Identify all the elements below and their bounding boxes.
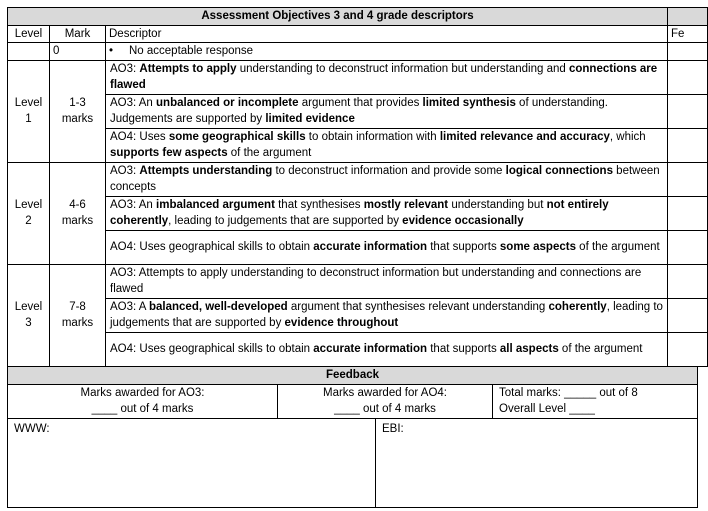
descriptor-text: AO3: bbox=[110, 164, 140, 177]
descriptor-emphasis: evidence throughout bbox=[284, 317, 399, 329]
level-number: 3 bbox=[25, 317, 32, 329]
level-label bbox=[8, 264, 50, 366]
level-1-row bbox=[8, 128, 708, 162]
level-number: 1 bbox=[25, 113, 32, 125]
descriptor-text: argument that provides bbox=[298, 96, 423, 109]
descriptor-text: AO4: Uses bbox=[110, 130, 169, 143]
ao3-value: ____ out of 4 marks bbox=[91, 403, 194, 415]
overall-level: Overall Level ____ bbox=[499, 403, 595, 415]
descriptor-emphasis: imbalanced argument bbox=[156, 198, 275, 211]
descriptor-text: that supports bbox=[427, 342, 500, 355]
extra-cell bbox=[668, 196, 708, 230]
descriptor-text: argument that synthesises relevant understanding bbox=[287, 300, 549, 313]
descriptor-text: of the argument bbox=[575, 240, 660, 253]
descriptor-emphasis: all aspects bbox=[499, 342, 559, 355]
extra-cell bbox=[668, 332, 708, 366]
descriptor-text: to obtain information with bbox=[305, 130, 440, 143]
level-label bbox=[8, 162, 50, 264]
level-2-row bbox=[8, 196, 708, 230]
descriptor-emphasis: coherently bbox=[548, 300, 607, 313]
mark-range-value: 4-6 bbox=[69, 198, 86, 211]
descriptor-emphasis: supports few aspects bbox=[110, 147, 228, 159]
title-row bbox=[8, 8, 708, 26]
ebi-box[interactable]: EBI: bbox=[376, 418, 698, 507]
descriptor-cell bbox=[106, 196, 668, 230]
descriptor-text: AO3: An bbox=[110, 96, 157, 109]
descriptor-emphasis: mostly relevant bbox=[363, 198, 449, 211]
descriptor-text: of the argument bbox=[227, 147, 312, 159]
comments-row bbox=[8, 418, 698, 507]
extra-cell bbox=[668, 298, 708, 332]
header-extra: Fe bbox=[668, 25, 708, 43]
descriptor-emphasis: accurate information bbox=[313, 342, 428, 355]
descriptor-emphasis: Attempts understanding bbox=[139, 164, 273, 177]
descriptor-text: between concepts bbox=[110, 164, 660, 193]
zero-mark: 0 bbox=[50, 43, 106, 61]
level-number: 2 bbox=[25, 215, 32, 227]
descriptor-emphasis: logical connections bbox=[505, 164, 613, 177]
extra-cell bbox=[668, 230, 708, 264]
level-word: Level bbox=[14, 198, 43, 211]
descriptor-text: understanding to deconstruct information but understanding and bbox=[236, 62, 569, 75]
level-word: Level bbox=[14, 300, 43, 313]
ao4-marks-cell bbox=[278, 384, 493, 418]
feedback-title-row bbox=[8, 366, 698, 384]
mark-unit: marks bbox=[61, 317, 94, 329]
level-3-row bbox=[8, 298, 708, 332]
descriptor-emphasis: limited relevance and accuracy bbox=[439, 130, 610, 143]
descriptor-text: , which bbox=[609, 130, 646, 143]
descriptor-emphasis: some aspects bbox=[499, 240, 576, 253]
descriptor-emphasis: balanced, well-developed bbox=[149, 300, 288, 313]
descriptor-table bbox=[7, 7, 708, 367]
www-box[interactable]: WWW: bbox=[8, 418, 376, 507]
descriptor-text: AO3: Attempts to apply understanding to deconstruct information but understanding and connections are flawed bbox=[110, 266, 642, 295]
descriptor-emphasis: Attempts to apply bbox=[139, 62, 237, 75]
zero-text: No acceptable response bbox=[129, 45, 254, 57]
levels-body bbox=[8, 60, 708, 366]
extra-cell bbox=[668, 94, 708, 128]
comments-table bbox=[7, 418, 698, 508]
descriptor-cell bbox=[106, 298, 668, 332]
mark-range bbox=[50, 60, 106, 162]
descriptor-emphasis: accurate information bbox=[313, 240, 428, 253]
mark-range-value: 1-3 bbox=[69, 96, 86, 109]
header-descriptor: Descriptor bbox=[106, 25, 668, 43]
grade-descriptor-sheet bbox=[7, 7, 685, 508]
ao4-value: ____ out of 4 marks bbox=[334, 403, 436, 415]
total-label: Total marks: _____ out of 8 bbox=[499, 386, 638, 399]
mark-range-value: 7-8 bbox=[69, 300, 86, 313]
descriptor-emphasis: not entirely coherently bbox=[110, 198, 609, 227]
descriptor-cell bbox=[106, 60, 668, 94]
descriptor-emphasis: limited evidence bbox=[265, 113, 355, 125]
level-3-row bbox=[8, 264, 708, 298]
descriptor-text: AO3: A bbox=[110, 300, 149, 313]
descriptor-cell bbox=[106, 332, 668, 366]
feedback-table bbox=[7, 366, 698, 419]
header-row bbox=[8, 25, 708, 43]
ao3-marks-cell bbox=[8, 384, 278, 418]
level-1-row bbox=[8, 60, 708, 94]
extra-cell bbox=[668, 162, 708, 196]
total-marks-cell bbox=[493, 384, 698, 418]
feedback-title: Feedback bbox=[8, 366, 698, 384]
extra-cell bbox=[668, 60, 708, 94]
ao3-label: Marks awarded for AO3: bbox=[80, 386, 205, 399]
level-word: Level bbox=[14, 96, 43, 109]
descriptor-text: to deconstruct information and provide some bbox=[272, 164, 506, 177]
feedback-marks-row bbox=[8, 384, 698, 418]
table-title: Assessment Objectives 3 and 4 grade descriptors bbox=[8, 8, 668, 26]
mark-unit: marks bbox=[61, 113, 94, 125]
level-2-row bbox=[8, 230, 708, 264]
ao4-label: Marks awarded for AO4: bbox=[323, 386, 447, 399]
zero-row bbox=[8, 43, 708, 61]
descriptor-text: understanding but bbox=[448, 198, 547, 211]
descriptor-text: that synthesises bbox=[274, 198, 364, 211]
descriptor-text: AO3: bbox=[110, 62, 140, 75]
descriptor-cell bbox=[106, 264, 668, 298]
extra-cell bbox=[668, 264, 708, 298]
descriptor-text: of understanding. Judgements are supported by bbox=[110, 96, 608, 125]
bullet-icon: • bbox=[109, 45, 114, 57]
descriptor-text: of the argument bbox=[558, 342, 643, 355]
descriptor-emphasis: evidence occasionally bbox=[402, 215, 524, 227]
descriptor-text: AO4: Uses geographical skills to obtain bbox=[110, 240, 314, 253]
descriptor-emphasis: connections are flawed bbox=[110, 62, 658, 91]
level-2-row bbox=[8, 162, 708, 196]
mark-range bbox=[50, 162, 106, 264]
descriptor-cell bbox=[106, 162, 668, 196]
header-level: Level bbox=[8, 25, 50, 43]
mark-range bbox=[50, 264, 106, 366]
zero-descriptor bbox=[106, 43, 668, 61]
mark-unit: marks bbox=[61, 215, 94, 227]
title-row-extra bbox=[668, 8, 708, 26]
descriptor-emphasis: unbalanced or incomplete bbox=[156, 96, 299, 109]
level-3-row bbox=[8, 332, 708, 366]
level-1-row bbox=[8, 94, 708, 128]
descriptor-cell bbox=[106, 128, 668, 162]
extra-cell bbox=[668, 128, 708, 162]
descriptor-emphasis: limited synthesis bbox=[422, 96, 516, 109]
header-mark: Mark bbox=[50, 25, 106, 43]
zero-extra bbox=[668, 43, 708, 61]
descriptor-emphasis: some geographical skills bbox=[168, 130, 306, 143]
descriptor-text: AO4: Uses geographical skills to obtain bbox=[110, 342, 314, 355]
level-label bbox=[8, 60, 50, 162]
descriptor-text: that supports bbox=[427, 240, 500, 253]
descriptor-text: , leading to judgements that are supported by bbox=[168, 215, 403, 227]
zero-level-cell bbox=[8, 43, 50, 61]
descriptor-text: , leading to judgements that are supported by bbox=[110, 300, 663, 329]
descriptor-cell bbox=[106, 94, 668, 128]
descriptor-text: AO3: An bbox=[110, 198, 157, 211]
descriptor-cell bbox=[106, 230, 668, 264]
